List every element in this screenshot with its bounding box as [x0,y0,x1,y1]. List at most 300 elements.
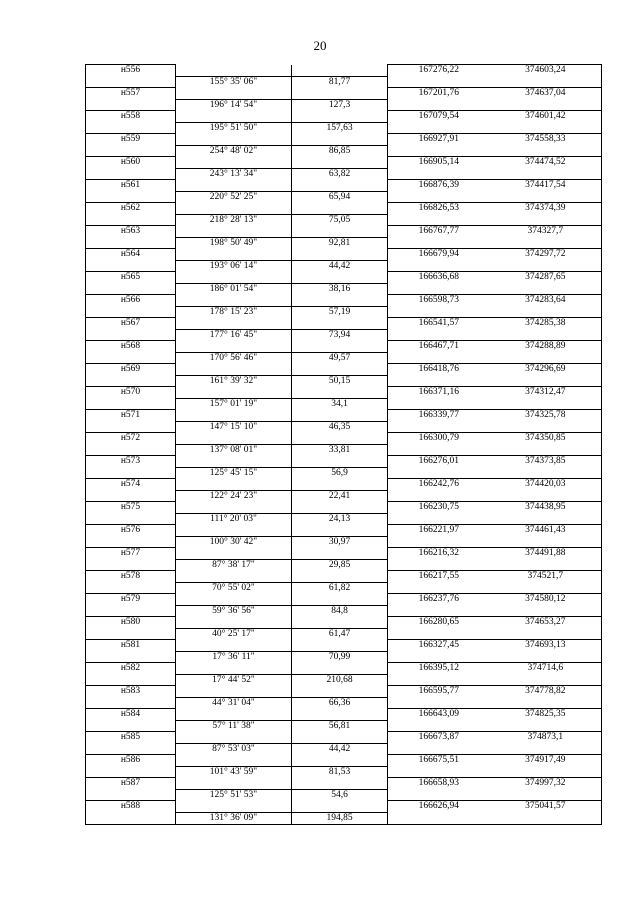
x-coordinate-cell: 166371,16 [388,387,490,399]
segment-spacer-cell [388,329,490,341]
segment-spacer-cell [490,766,602,778]
distance-empty-cell [292,157,388,169]
distance-empty-cell [292,571,388,583]
bearing-cell: 125° 45' 15" [176,467,292,479]
distance-cell: 49,57 [292,352,388,364]
bearing-empty-cell [176,180,292,192]
bearing-cell: 70° 55' 02" [176,582,292,594]
segment-spacer-cell [490,697,602,709]
distance-empty-cell [292,364,388,376]
y-coordinate-cell: 374997,32 [490,778,602,790]
bearing-empty-cell [176,456,292,468]
distance-empty-cell [292,709,388,721]
segment-row [86,421,602,433]
point-name-cell: н558 [86,111,176,123]
bearing-cell: 57° 11' 38" [176,720,292,732]
distance-empty-cell [292,479,388,491]
distance-cell: 56,9 [292,467,388,479]
bearing-empty-cell [176,318,292,330]
distance-cell: 61,82 [292,582,388,594]
segment-spacer-cell [86,214,176,226]
distance-empty-cell [292,732,388,744]
segment-spacer-cell [388,283,490,295]
segment-spacer-cell [490,99,602,111]
bearing-empty-cell [176,410,292,422]
point-name-cell: н560 [86,157,176,169]
point-row [86,801,602,813]
segment-spacer-cell [490,743,602,755]
segment-row [86,628,602,640]
distance-cell: 54,6 [292,789,388,801]
segment-spacer-cell [86,375,176,387]
segment-spacer-cell [388,214,490,226]
point-name-cell: н572 [86,433,176,445]
segment-row [86,789,602,801]
distance-empty-cell [292,548,388,560]
segment-spacer-cell [86,122,176,134]
segment-spacer-cell [490,191,602,203]
y-coordinate-cell: 374778,82 [490,686,602,698]
segment-spacer-cell [490,76,602,88]
bearing-cell: 195° 51' 50" [176,122,292,134]
segment-spacer-cell [86,766,176,778]
bearing-empty-cell [176,709,292,721]
bearing-cell: 111° 20' 03" [176,513,292,525]
segment-spacer-cell [388,513,490,525]
segment-spacer-cell [490,352,602,364]
distance-cell: 157,63 [292,122,388,134]
segment-spacer-cell [388,168,490,180]
point-row [86,295,602,307]
y-coordinate-cell: 374917,49 [490,755,602,767]
point-name-cell: н574 [86,479,176,491]
point-row [86,778,602,790]
segment-row [86,743,602,755]
point-row [86,180,602,192]
distance-cell: 92,81 [292,237,388,249]
segment-row [86,375,602,387]
segment-spacer-cell [388,743,490,755]
x-coordinate-cell: 166636,68 [388,272,490,284]
distance-empty-cell [292,456,388,468]
bearing-cell: 218° 28' 13" [176,214,292,226]
bearing-cell: 157° 01' 19" [176,398,292,410]
point-name-cell: н582 [86,663,176,675]
x-coordinate-cell: 166541,57 [388,318,490,330]
distance-cell: 24,13 [292,513,388,525]
distance-empty-cell [292,502,388,514]
y-coordinate-cell: 374373,85 [490,456,602,468]
distance-empty-cell [292,134,388,146]
y-coordinate-cell: 374288,89 [490,341,602,353]
distance-empty-cell [292,433,388,445]
y-coordinate-cell: 374287,65 [490,272,602,284]
bearing-empty-cell [176,640,292,652]
distance-cell: 84,8 [292,605,388,617]
segment-spacer-cell [490,122,602,134]
point-name-cell: н576 [86,525,176,537]
x-coordinate-cell: 166826,53 [388,203,490,215]
point-row [86,88,602,100]
x-coordinate-cell: 166467,71 [388,341,490,353]
y-coordinate-cell: 374283,64 [490,295,602,307]
bearing-cell: 101° 43' 59" [176,766,292,778]
distance-cell: 210,68 [292,674,388,686]
bearing-cell: 170° 56' 46" [176,352,292,364]
segment-spacer-cell [388,76,490,88]
bearing-empty-cell [176,663,292,675]
x-coordinate-cell: 166395,12 [388,663,490,675]
segment-spacer-cell [388,559,490,571]
y-coordinate-cell: 374285,38 [490,318,602,330]
segment-spacer-cell [86,421,176,433]
x-coordinate-cell: 166237,76 [388,594,490,606]
segment-spacer-cell [490,628,602,640]
distance-empty-cell [292,640,388,652]
distance-cell: 66,36 [292,697,388,709]
segment-spacer-cell [86,145,176,157]
bearing-cell: 147° 15' 10" [176,421,292,433]
point-name-cell: н568 [86,341,176,353]
point-row [86,157,602,169]
segment-spacer-cell [86,720,176,732]
segment-spacer-cell [388,237,490,249]
x-coordinate-cell: 166339,77 [388,410,490,422]
segment-spacer-cell [490,145,602,157]
bearing-cell: 161° 39' 32" [176,375,292,387]
segment-row [86,145,602,157]
point-row [86,663,602,675]
distance-cell: 57,19 [292,306,388,318]
point-row [86,732,602,744]
bearing-cell: 220° 52' 25" [176,191,292,203]
y-coordinate-cell: 374474,52 [490,157,602,169]
point-row [86,203,602,215]
segment-spacer-cell [490,559,602,571]
segment-spacer-cell [388,352,490,364]
segment-spacer-cell [490,651,602,663]
x-coordinate-cell: 167276,22 [388,65,490,77]
distance-empty-cell [292,180,388,192]
bearing-cell: 137° 08' 01" [176,444,292,456]
segment-row [86,260,602,272]
segment-spacer-cell [388,398,490,410]
segment-row [86,490,602,502]
y-coordinate-cell: 374312,47 [490,387,602,399]
segment-spacer-cell [490,490,602,502]
point-name-cell: н579 [86,594,176,606]
distance-empty-cell [292,778,388,790]
segment-row [86,329,602,341]
segment-spacer-cell [490,582,602,594]
distance-empty-cell [292,88,388,100]
point-row [86,318,602,330]
x-coordinate-cell: 166276,01 [388,456,490,468]
distance-empty-cell [292,755,388,767]
segment-spacer-cell [86,260,176,272]
segment-spacer-cell [490,260,602,272]
point-name-cell: н569 [86,364,176,376]
point-name-cell: н585 [86,732,176,744]
point-row [86,433,602,445]
bearing-empty-cell [176,778,292,790]
segment-spacer-cell [388,306,490,318]
bearing-cell: 254° 48' 02" [176,145,292,157]
distance-cell: 50,15 [292,375,388,387]
bearing-empty-cell [176,272,292,284]
y-coordinate-cell: 374714,6 [490,663,602,675]
distance-empty-cell [292,387,388,399]
bearing-cell: 122° 24' 23" [176,490,292,502]
segment-spacer-cell [86,697,176,709]
x-coordinate-cell: 166876,39 [388,180,490,192]
x-coordinate-cell: 166675,51 [388,755,490,767]
y-coordinate-cell: 374296,69 [490,364,602,376]
bearing-empty-cell [176,364,292,376]
distance-empty-cell [292,65,388,77]
distance-cell: 33,81 [292,444,388,456]
distance-cell: 46,35 [292,421,388,433]
segment-spacer-cell [388,720,490,732]
y-coordinate-cell: 374374,39 [490,203,602,215]
segment-spacer-cell [86,191,176,203]
distance-empty-cell [292,111,388,123]
segment-spacer-cell [86,743,176,755]
bearing-cell: 59° 36' 56" [176,605,292,617]
segment-spacer-cell [388,444,490,456]
coordinates-table-body [86,65,602,825]
distance-cell: 75,05 [292,214,388,226]
y-coordinate-cell: 374653,27 [490,617,602,629]
segment-row [86,168,602,180]
segment-row [86,812,602,824]
segment-spacer-cell [388,628,490,640]
bearing-cell: 87° 53' 03" [176,743,292,755]
segment-spacer-cell [86,99,176,111]
y-coordinate-cell: 374580,12 [490,594,602,606]
x-coordinate-cell: 166927,91 [388,134,490,146]
point-name-cell: н573 [86,456,176,468]
x-coordinate-cell: 167201,76 [388,88,490,100]
y-coordinate-cell: 374491,88 [490,548,602,560]
bearing-empty-cell [176,226,292,238]
segment-row [86,536,602,548]
distance-cell: 56,81 [292,720,388,732]
point-row [86,456,602,468]
distance-cell: 81,53 [292,766,388,778]
segment-spacer-cell [388,375,490,387]
segment-spacer-cell [388,766,490,778]
y-coordinate-cell: 374417,54 [490,180,602,192]
distance-cell: 29,85 [292,559,388,571]
segment-row [86,76,602,88]
bearing-empty-cell [176,617,292,629]
distance-empty-cell [292,341,388,353]
segment-spacer-cell [490,237,602,249]
point-name-cell: н584 [86,709,176,721]
coordinates-table [85,64,602,825]
point-name-cell: н570 [86,387,176,399]
y-coordinate-cell: 374601,42 [490,111,602,123]
segment-row [86,513,602,525]
point-row [86,134,602,146]
point-name-cell: н556 [86,65,176,77]
segment-row [86,191,602,203]
bearing-cell: 40° 25' 17" [176,628,292,640]
distance-empty-cell [292,272,388,284]
bearing-cell: 178° 15' 23" [176,306,292,318]
segment-spacer-cell [388,605,490,617]
segment-spacer-cell [490,720,602,732]
distance-empty-cell [292,295,388,307]
distance-empty-cell [292,525,388,537]
bearing-empty-cell [176,548,292,560]
point-name-cell: н562 [86,203,176,215]
x-coordinate-cell: 166643,09 [388,709,490,721]
segment-spacer-cell [86,513,176,525]
segment-spacer-cell [490,513,602,525]
distance-cell: 38,16 [292,283,388,295]
segment-spacer-cell [490,283,602,295]
y-coordinate-cell: 374825,35 [490,709,602,721]
point-row [86,755,602,767]
bearing-cell: 243° 13' 34" [176,168,292,180]
point-row [86,617,602,629]
bearing-cell: 198° 50' 49" [176,237,292,249]
point-name-cell: н581 [86,640,176,652]
bearing-cell: 186° 01' 54" [176,283,292,295]
page-number: 20 [313,38,327,53]
segment-spacer-cell [86,467,176,479]
distance-cell: 30,97 [292,536,388,548]
distance-cell: 34,1 [292,398,388,410]
x-coordinate-cell: 166673,87 [388,732,490,744]
point-name-cell: н587 [86,778,176,790]
point-name-cell: н566 [86,295,176,307]
distance-empty-cell [292,410,388,422]
point-row [86,387,602,399]
segment-spacer-cell [86,398,176,410]
segment-spacer-cell [388,536,490,548]
segment-row [86,214,602,226]
x-coordinate-cell: 166230,75 [388,502,490,514]
point-row [86,226,602,238]
segment-spacer-cell [490,789,602,801]
point-name-cell: н577 [86,548,176,560]
x-coordinate-cell: 166598,73 [388,295,490,307]
distance-empty-cell [292,686,388,698]
segment-spacer-cell [86,559,176,571]
point-name-cell: н559 [86,134,176,146]
segment-row [86,697,602,709]
point-row [86,410,602,422]
x-coordinate-cell: 166280,65 [388,617,490,629]
bearing-cell: 17° 44' 52" [176,674,292,686]
x-coordinate-cell: 166767,77 [388,226,490,238]
distance-cell: 70,99 [292,651,388,663]
segment-spacer-cell [86,352,176,364]
bearing-empty-cell [176,134,292,146]
segment-spacer-cell [388,812,490,824]
segment-row [86,122,602,134]
segment-spacer-cell [388,99,490,111]
bearing-empty-cell [176,571,292,583]
bearing-cell: 193° 06' 14" [176,260,292,272]
segment-spacer-cell [86,329,176,341]
distance-empty-cell [292,617,388,629]
point-name-cell: н561 [86,180,176,192]
segment-row [86,605,602,617]
segment-row [86,352,602,364]
segment-spacer-cell [86,651,176,663]
x-coordinate-cell: 166595,77 [388,686,490,698]
segment-spacer-cell [490,536,602,548]
point-name-cell: н588 [86,801,176,813]
distance-empty-cell [292,594,388,606]
bearing-cell: 17° 36' 11" [176,651,292,663]
y-coordinate-cell: 374461,43 [490,525,602,537]
point-row [86,341,602,353]
bearing-empty-cell [176,341,292,353]
segment-spacer-cell [86,283,176,295]
bearing-empty-cell [176,801,292,813]
distance-empty-cell [292,249,388,261]
x-coordinate-cell: 166658,93 [388,778,490,790]
segment-spacer-cell [490,375,602,387]
segment-spacer-cell [86,674,176,686]
y-coordinate-cell: 374603,24 [490,65,602,77]
bearing-empty-cell [176,686,292,698]
segment-spacer-cell [490,306,602,318]
point-name-cell: н563 [86,226,176,238]
segment-row [86,467,602,479]
segment-row [86,283,602,295]
y-coordinate-cell: 374420,03 [490,479,602,491]
bearing-empty-cell [176,755,292,767]
y-coordinate-cell: 374558,33 [490,134,602,146]
x-coordinate-cell: 166216,32 [388,548,490,560]
bearing-empty-cell [176,65,292,77]
distance-cell: 63,82 [292,168,388,180]
y-coordinate-cell: 374637,04 [490,88,602,100]
segment-spacer-cell [490,329,602,341]
segment-spacer-cell [86,582,176,594]
segment-spacer-cell [490,444,602,456]
point-row [86,502,602,514]
point-row [86,272,602,284]
bearing-empty-cell [176,203,292,215]
y-coordinate-cell: 374327,7 [490,226,602,238]
y-coordinate-cell: 374297,72 [490,249,602,261]
distance-empty-cell [292,318,388,330]
segment-spacer-cell [388,789,490,801]
segment-spacer-cell [490,398,602,410]
segment-spacer-cell [388,122,490,134]
segment-spacer-cell [388,697,490,709]
y-coordinate-cell: 374438,95 [490,502,602,514]
segment-row [86,766,602,778]
bearing-cell: 155° 35' 06" [176,76,292,88]
point-row [86,65,602,77]
segment-row [86,559,602,571]
segment-row [86,99,602,111]
x-coordinate-cell: 166418,76 [388,364,490,376]
distance-cell: 65,94 [292,191,388,203]
segment-spacer-cell [388,490,490,502]
bearing-empty-cell [176,111,292,123]
point-row [86,640,602,652]
x-coordinate-cell: 166679,94 [388,249,490,261]
